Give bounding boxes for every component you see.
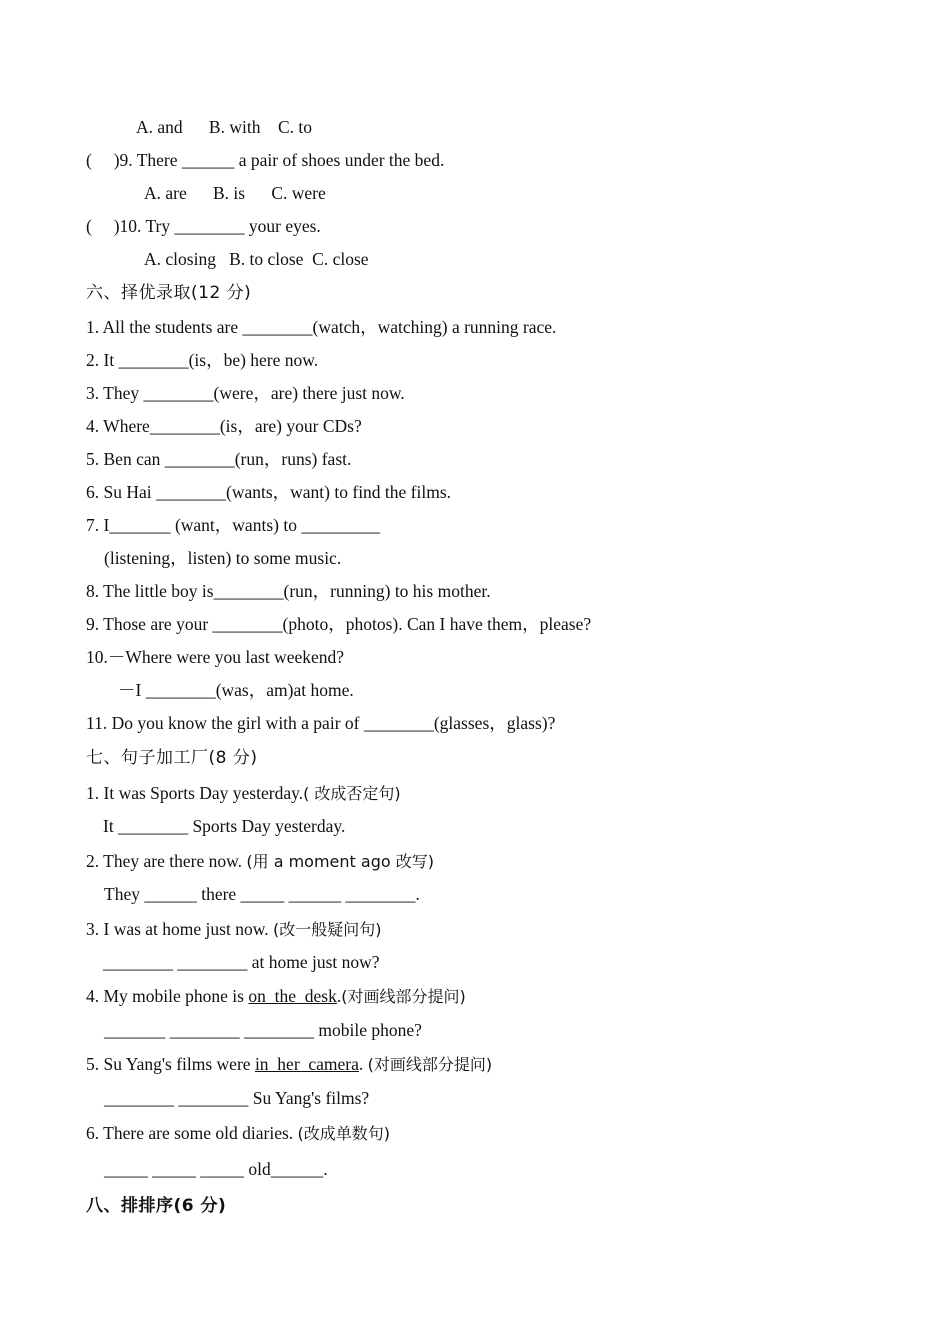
- s7-q3-note: (改一般疑问句): [272, 920, 382, 939]
- s6-item-10: 10.－Where were you last weekend?: [86, 647, 345, 667]
- q10-text: 10. Try ________ your eyes.: [119, 216, 321, 236]
- s6-item-1: 1. All the students are ________(watch，watching) a running race.: [86, 317, 557, 337]
- q10-line: [86, 215, 321, 237]
- s7-q3-text: 3. I was at home just now.: [86, 919, 273, 939]
- q9-text: 9. There ______ a pair of shoes under the bed.: [119, 150, 445, 170]
- s7-a6: _____ _____ _____ old______.: [104, 1159, 328, 1179]
- s6-item-7-cont: (listening，listen) to some music.: [104, 548, 342, 568]
- s7-q6-text: 6. There are some old diaries.: [86, 1123, 298, 1143]
- s6-item-4: 4. Where________(is，are) your CDs?: [86, 416, 362, 436]
- section8-title: 八、排排序(6 分): [86, 1196, 227, 1216]
- q10-options: A. closing B. to close C. close: [144, 249, 369, 269]
- s7-a3: ________ ________ at home just now?: [103, 952, 380, 972]
- s7-q1-text: 1. It was Sports Day yesterday.: [86, 783, 304, 803]
- q9-options: A. are B. is C. were: [144, 183, 326, 203]
- s7-q5-text: 5. Su Yang's films were: [86, 1054, 255, 1074]
- s6-item-2: 2. It ________(is，be) here now.: [86, 350, 319, 370]
- s6-item-11: 11. Do you know the girl with a pair of ________(glasses，glass)?: [86, 713, 556, 733]
- s6-item-10-answer: －I ________(was，am)at home.: [118, 680, 354, 700]
- s6-item-3: 3. They ________(were，are) there just now.: [86, 383, 405, 403]
- s6-item-9: 9. Those are your ________(photo，photos). Can I have them，please?: [86, 614, 592, 634]
- s7-a4: _______ ________ ________ mobile phone?: [104, 1020, 422, 1040]
- s7-q1-note: ( 改成否定句): [303, 784, 401, 803]
- s7-q6-note: (改成单数句): [297, 1124, 391, 1143]
- s7-q5-period: .: [358, 1054, 368, 1074]
- s6-item-5: 5. Ben can ________(run，runs) fast.: [86, 449, 352, 469]
- answer-paren[interactable]: ( ): [86, 150, 120, 170]
- s7-q4-text: 4. My mobile phone is: [86, 986, 249, 1006]
- s7-a5: ________ ________ Su Yang's films?: [104, 1088, 370, 1108]
- s7-q4-underlined: on the desk: [248, 986, 337, 1006]
- s7-a2: They ______ there _____ ______ ________.: [104, 884, 420, 904]
- s6-item-7: 7. I_______ (want，wants) to _________: [86, 515, 381, 535]
- s7-q2-note: (用 a moment ago 改写): [246, 852, 434, 871]
- section6-title: 六、择优录取(12 分): [86, 283, 252, 303]
- s7-q5-note: (对画线部分提问): [367, 1055, 493, 1074]
- s7-q1: [86, 782, 401, 805]
- s7-q6: [86, 1122, 390, 1145]
- s7-q4-period: .: [336, 986, 342, 1006]
- s7-q3: [86, 918, 381, 941]
- s6-item-8: 8. The little boy is________(run，running) to his mother.: [86, 581, 491, 601]
- s7-q5: [86, 1053, 492, 1076]
- s7-q5-underlined: in her camera: [254, 1054, 359, 1074]
- s7-a1: It ________ Sports Day yesterday.: [103, 816, 346, 836]
- q8-options: A. and B. with C. to: [136, 117, 312, 137]
- s7-q4-note: (对画线部分提问): [341, 987, 466, 1006]
- s6-item-6: 6. Su Hai ________(wants，want) to find the films.: [86, 482, 452, 502]
- s7-q2-text: 2. They are there now.: [86, 851, 247, 871]
- s7-q4: [86, 985, 466, 1008]
- q9-line: [86, 149, 444, 171]
- section7-title: 七、句子加工厂(8 分): [86, 748, 258, 768]
- answer-paren[interactable]: ( ): [86, 216, 120, 236]
- s7-q2: [86, 850, 434, 873]
